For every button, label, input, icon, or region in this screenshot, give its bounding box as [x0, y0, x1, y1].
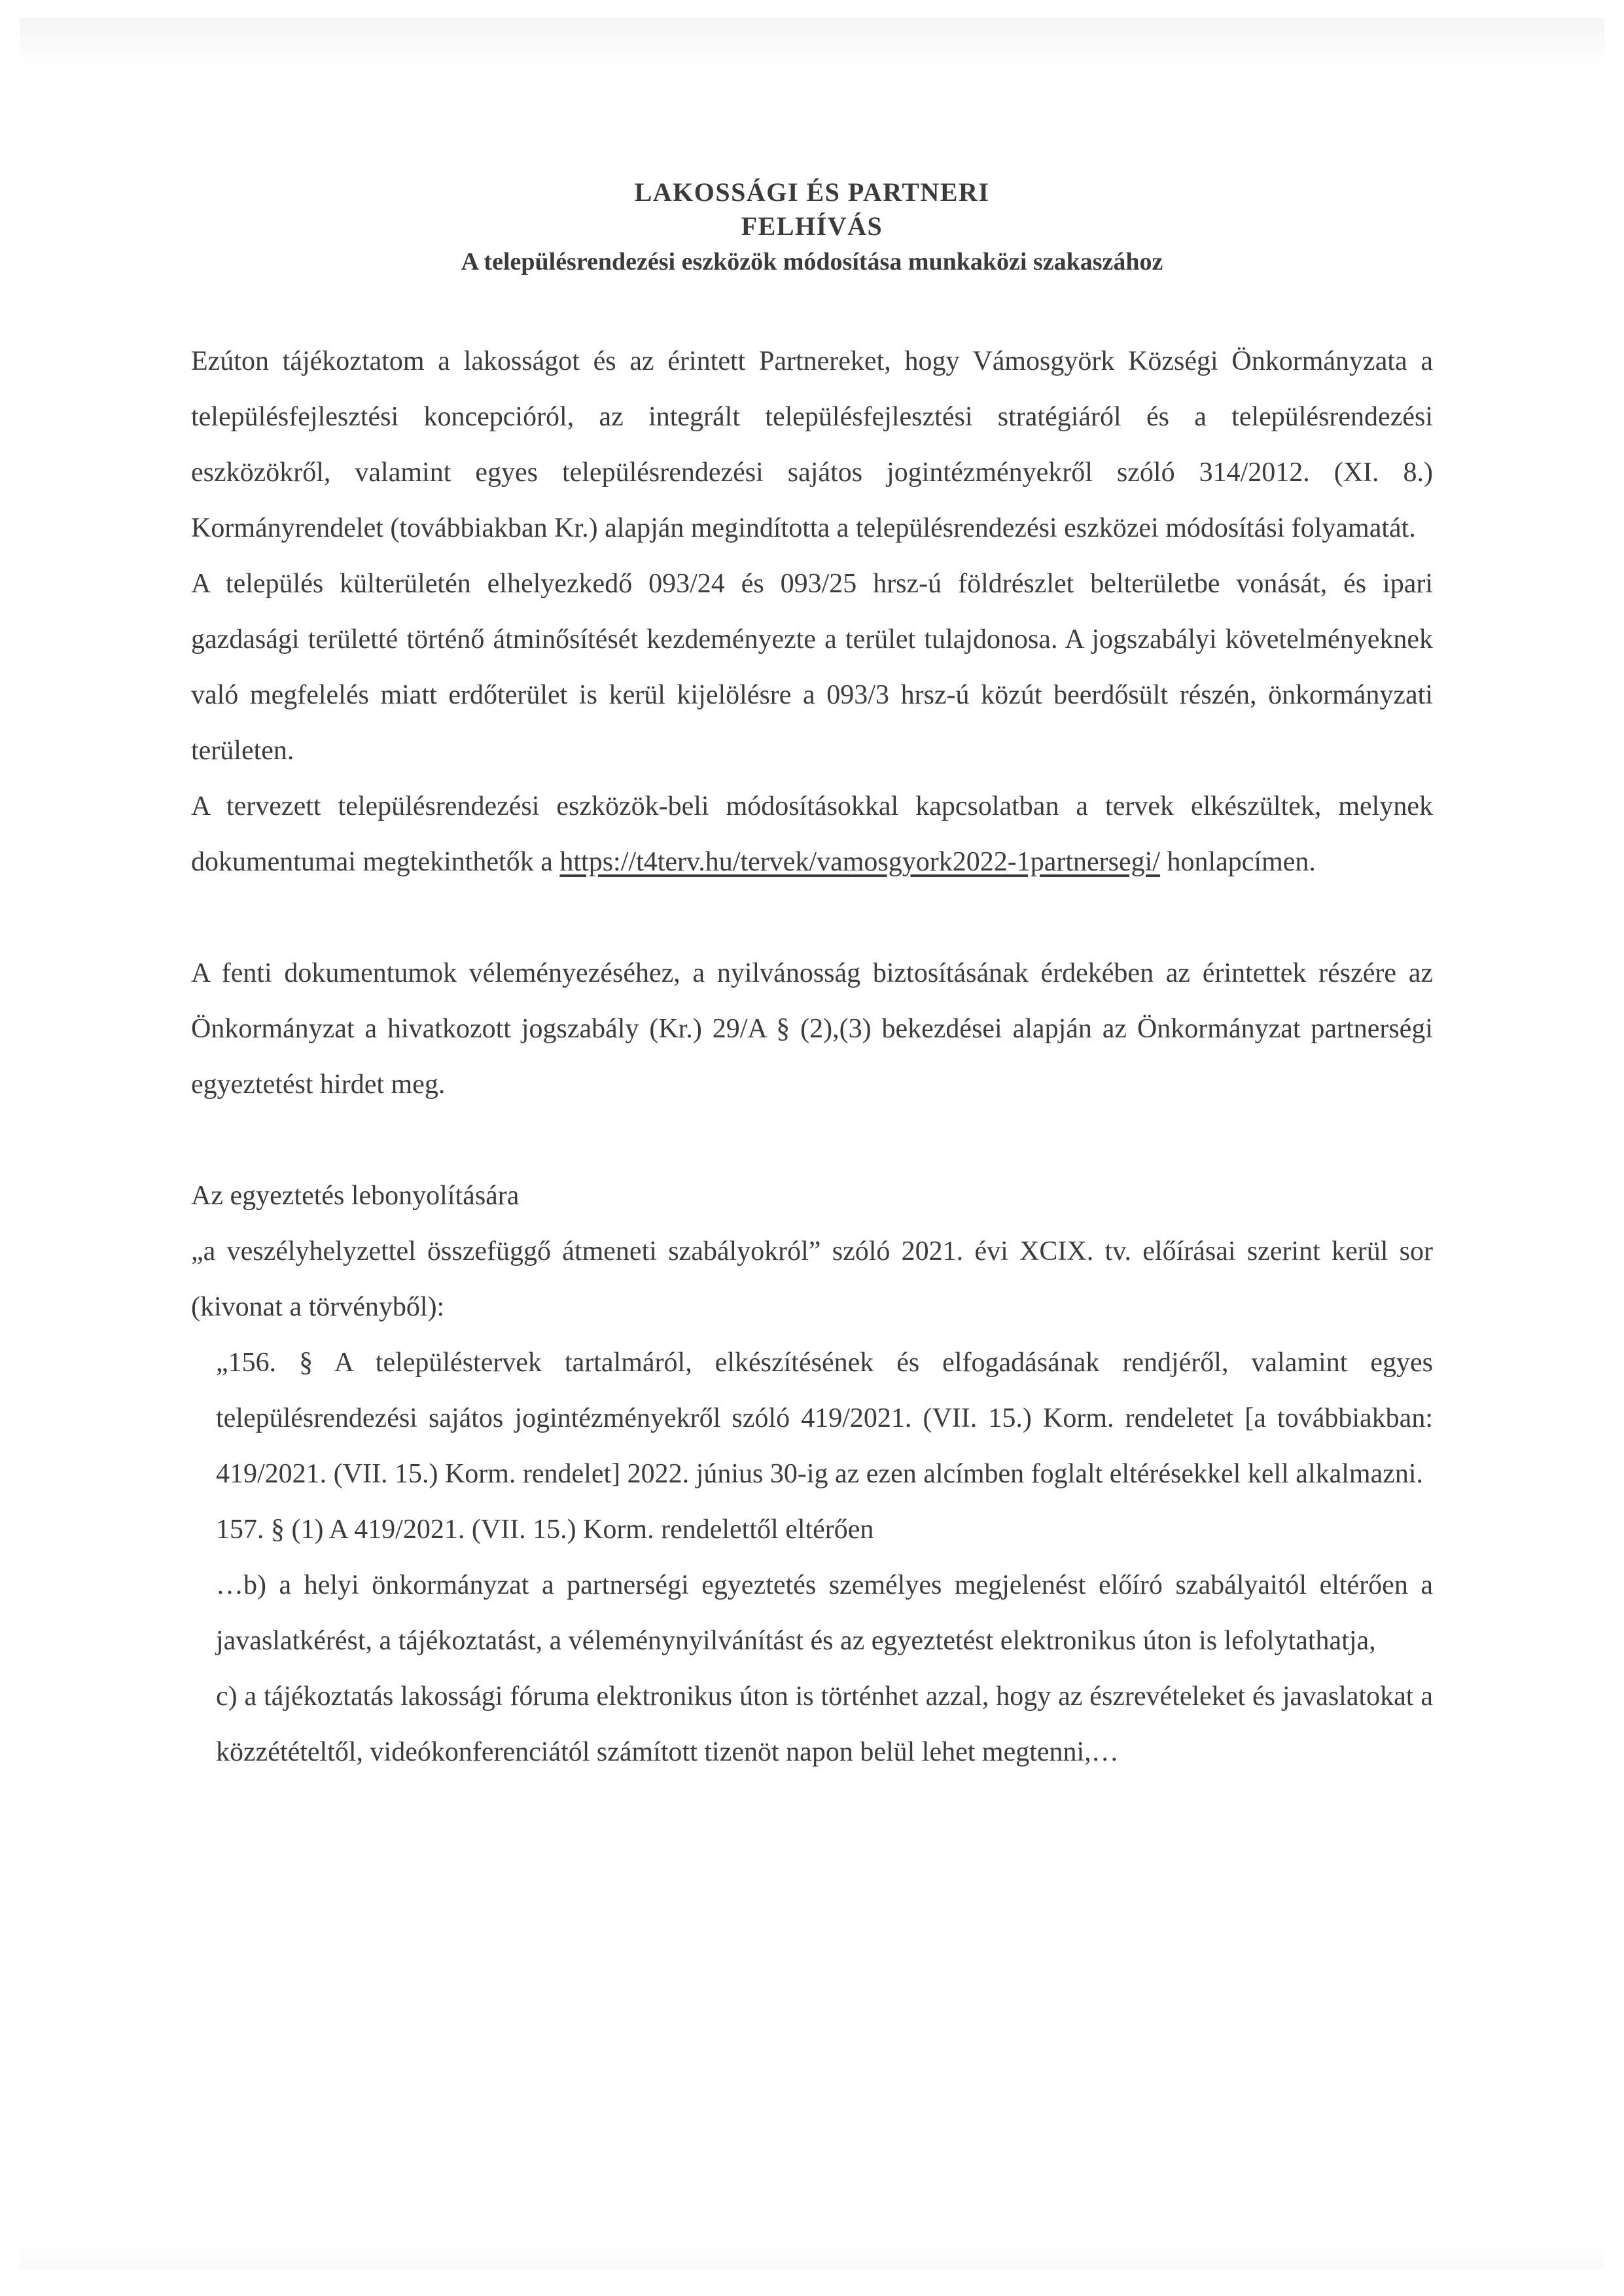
- paragraph-intro: Ezúton tájékoztatom a lakosságot és az érintett Partnereket, hogy Vámosgyörk Községi Önkormányzata a településfejlesztési koncepcióról, az integrált településfejlesztési stratégiáról és a településrendezési eszközökről, valamint egyes településrendezési sajátos jogintézményekről szóló 314/2012. (XI. 8.) Kormányrendelet (továbbiakban Kr.) alapján megindította a településrendezési eszközei módosítási folyamatát.: [191, 346, 1433, 543]
- paragraph-area: A település külterületén elhelyezkedő 093/24 és 093/25 hrsz-ú földrészlet belterületbe vonását, és ipari gazdasági területté történő átminősítését kezdeményezte a terület tulajdonosa. A jogszabályi követelményeknek való megfelelés miatt erdőterület is kerül kijelölésre a 093/3 hrsz-ú közút beerdősült részén, önkormányzati területen.: [191, 569, 1433, 766]
- quote-156: „156. § A településtervek tartalmáról, elkészítésének és elfogadásának rendjéről, valamint egyes településrendezési sajátos jogintézményekről szóló 419/2021. (VII. 15.) Korm. rendeletet [a továbbiakban: 419/2021. (VII. 15.) Korm. rendelet] 2022. június 30-ig az ezen alcímben foglalt eltérésekkel kell alkalmazni.: [216, 1348, 1433, 1489]
- paragraph-consultation: A fenti dokumentumok véleményezéséhez, a nyilvánosság biztosításának érdekében az érintettek részére az Önkormányzat a hivatkozott jogszabály (Kr.) 29/A § (2),(3) bekezdései alapján az Önkormányzat partnerségi egyeztetést hirdet meg.: [191, 958, 1433, 1100]
- quote-157-c: c) a tájékoztatás lakossági fóruma elektronikus úton is történhet azzal, hogy az észrevételeket és javaslatokat a közzétételtől, videókonferenciától számított tizenöt napon belül lehet megtenni,…: [216, 1681, 1433, 1767]
- document-body: [191, 334, 1433, 1780]
- document-header: [0, 175, 1624, 280]
- scan-edge-bottom: [20, 2244, 1604, 2270]
- title-line-1: LAKOSSÁGI ÉS PARTNERI: [634, 177, 990, 207]
- paragraph-documents-text: A tervezett településrendezési eszközök-beli módosításokkal kapcsolatban a tervek elkészültek, melynek dokumentumai megtekinthetők a: [191, 791, 1433, 877]
- documents-link[interactable]: https://t4terv.hu/tervek/vamosgyork2022-1partnersegi/: [559, 847, 1160, 877]
- quote-157-b: …b) a helyi önkormányzat a partnerségi egyeztetés személyes megjelenést előíró szabályaitól eltérően a javaslatkérést, a tájékoztatást, a véleménynyilvánítást és az egyeztetést elektronikus úton is lefolytathatja,: [216, 1570, 1433, 1656]
- paragraph-procedure-heading: Az egyeztetés lebonyolítására: [191, 1181, 520, 1211]
- paragraph-documents-suffix: honlapcímen.: [1159, 847, 1316, 877]
- quote-157: 157. § (1) A 419/2021. (VII. 15.) Korm. rendelettől eltérően: [216, 1515, 874, 1545]
- title-line-2: FELHÍVÁS: [741, 211, 883, 241]
- paragraph-procedure: „a veszélyhelyzettel összefüggő átmeneti szabályokról” szóló 2021. évi XCIX. tv. előírásai szerint kerül sor (kivonat a törvényből):: [191, 1236, 1433, 1322]
- paragraph-documents: [191, 779, 1433, 890]
- spacer: [191, 890, 1433, 946]
- subtitle: A településrendezési eszközök módosítása munkaközi szakaszához: [461, 248, 1163, 276]
- scan-edge-top: [20, 18, 1604, 64]
- spacer: [191, 1113, 1433, 1168]
